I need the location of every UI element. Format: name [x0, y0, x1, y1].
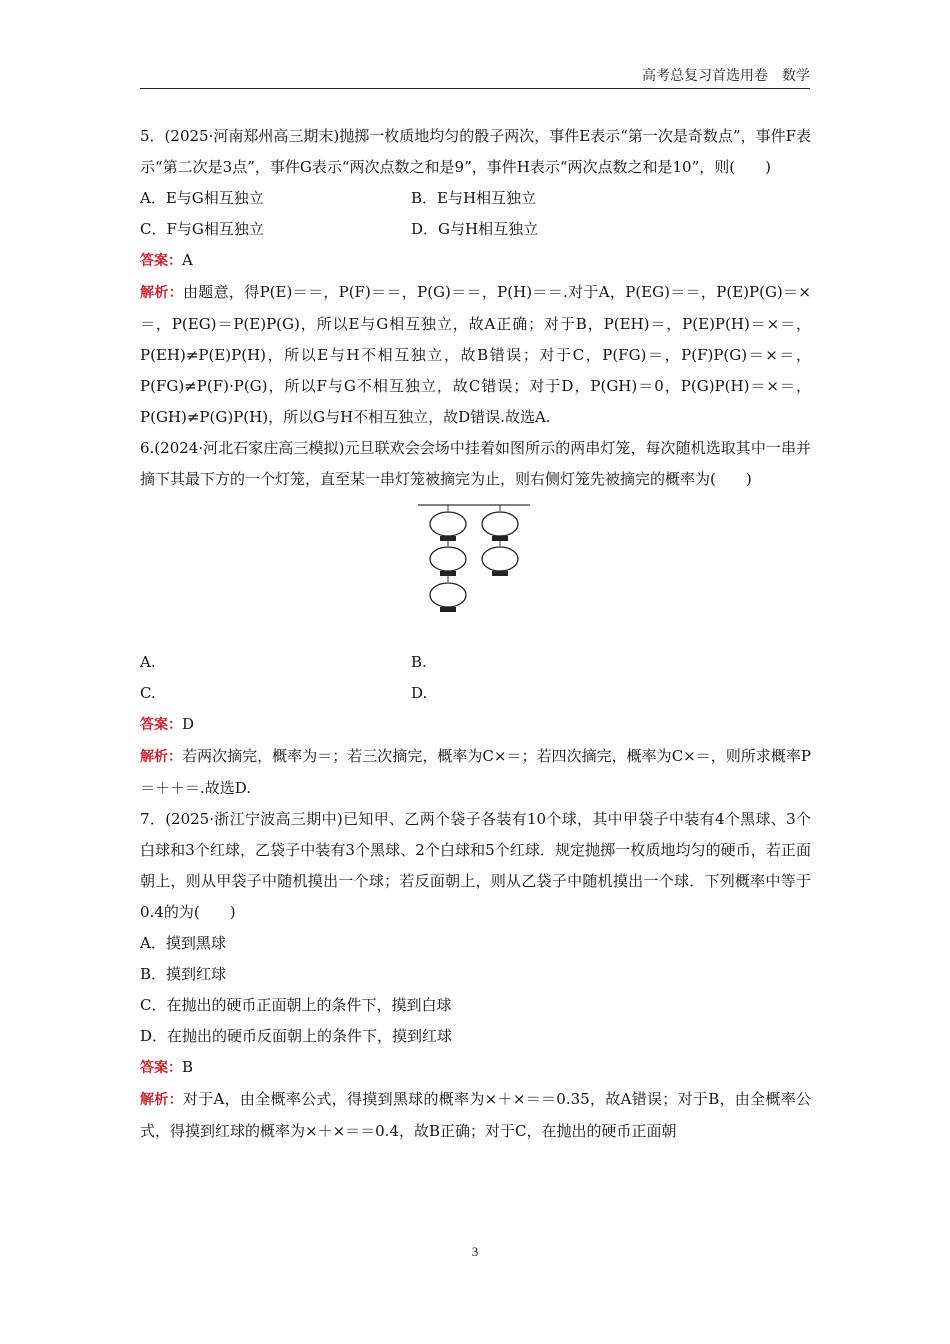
q5-option-d: D．G与H相互独立: [411, 220, 539, 238]
q5-option-c: C．F与G相互独立: [140, 220, 264, 238]
q7-analysis-text: 对于A，由全概率公式，得摸到黑球的概率为×＋×＝＝0.35，故A错误；对于B，由全概率公式，得摸到红球的概率为×＋×＝＝0.4，故B正确；对于C，在抛出的硬币正面朝: [140, 1090, 811, 1140]
q5-answer: [140, 245, 811, 277]
q6-options-row-1: [140, 647, 811, 678]
q7-analysis-label: 解析：: [140, 1092, 183, 1108]
q6-answer: [140, 709, 811, 741]
header-rule: [140, 88, 810, 89]
q7-option-b: B．摸到红球: [140, 965, 227, 983]
lantern-left-3: [430, 583, 466, 612]
q6-analysis-label: 解析：: [140, 749, 183, 765]
q7-option-d: D．在抛出的硬币反面朝上的条件下，摸到红球: [140, 1027, 453, 1045]
q6-analysis-text: 若两次摘完，概率为＝；若三次摘完，概率为C×＝；若四次摘完，概率为C×＝，则所求概率P＝＋＋＝.故选D.: [140, 747, 811, 797]
q6-option-d: D.: [411, 684, 428, 702]
lantern-figure: [140, 503, 811, 633]
q5-analysis-text: 由题意，得P(E)＝＝，P(F)＝＝，P(G)＝＝，P(H)＝＝.对于A，P(EG)＝＝，P(E)P(G)＝×＝，P(EG)＝P(E)P(G)，所以E与G相互独立，故A正确；对于B，P(EH)＝，P(E)P(H)＝×＝，P(EH)≠P(E)P(H)，所以E与H不相互独立，故B错误；对于C，P(FG)＝，P(F)P(G)＝×＝，P(FG)≠P(F)·P(G)，所以F与G不相互独立，故C错误；对于D，P(GH)＝0，P(G)P(H)＝×＝，P(GH)≠P(G)P(H)，所以G与H不相互独立，故D错误.故选A.: [140, 283, 811, 426]
q6-answer-label: 答案：: [140, 717, 182, 733]
q7-option-c: C．在抛出的硬币正面朝上的条件下，摸到白球: [140, 996, 452, 1014]
q6-options-row-2: [140, 678, 811, 709]
q6-option-a: A.: [140, 653, 156, 671]
q7-answer: [140, 1052, 811, 1084]
lantern-left-1: [430, 512, 466, 541]
lantern-right-2: [482, 547, 518, 576]
q5-stem: 5．(2025·河南郑州高三期末)抛掷一枚质地均匀的骰子两次，事件E表示“第一次是奇数点”，事件F表示“第二次是3点”，事件G表示“两次点数之和是9”，事件H表示“两次点数之和是10”，则( ): [140, 127, 811, 176]
q5-analysis: [140, 277, 811, 433]
q5-options-row-1: [140, 183, 811, 214]
lanterns-illustration: [416, 503, 536, 633]
q7-analysis: [140, 1084, 811, 1147]
lantern-left-2: [430, 547, 466, 576]
q5-answer-label: 答案：: [140, 253, 182, 269]
q5-option-b: B．E与H相互独立: [411, 189, 537, 207]
lantern-right-1: [482, 512, 518, 541]
q7-answer-value: B: [182, 1058, 194, 1076]
q5-option-a: A．E与G相互独立: [140, 189, 264, 207]
q5-analysis-label: 解析：: [140, 285, 183, 301]
q6-option-c: C.: [140, 684, 156, 702]
q6-option-b: B.: [411, 653, 427, 671]
q7-stem: 7．(2025·浙江宁波高三期中)已知甲、乙两个袋子各装有10个球，其中甲袋子中装有4个黑球、3个白球和3个红球，乙袋子中装有3个黑球、2个白球和5个红球．规定抛掷一枚质地均匀的硬币，若正面朝上，则从甲袋子中随机摸出一个球；若反面朝上，则从乙袋子中随机摸出一个球．下列概率中等于0.4的为( ): [140, 810, 811, 921]
page-number: 3: [471, 1244, 479, 1259]
q6-answer-value: D: [182, 715, 195, 733]
page-content: [140, 121, 811, 1147]
q7-option-a: A．摸到黑球: [140, 934, 226, 952]
q6-analysis: [140, 741, 811, 804]
q7-answer-label: 答案：: [140, 1060, 182, 1076]
q5-answer-value: A: [182, 251, 193, 269]
page-header: 高考总复习首选用卷 数学: [642, 68, 810, 84]
q6-stem: 6.(2024·河北石家庄高三模拟)元旦联欢会会场中挂着如图所示的两串灯笼，每次随机选取其中一串并摘下其最下方的一个灯笼，直至某一串灯笼被摘完为止，则右侧灯笼先被摘完的概率为( ): [140, 439, 811, 488]
q5-options-row-2: [140, 214, 811, 245]
